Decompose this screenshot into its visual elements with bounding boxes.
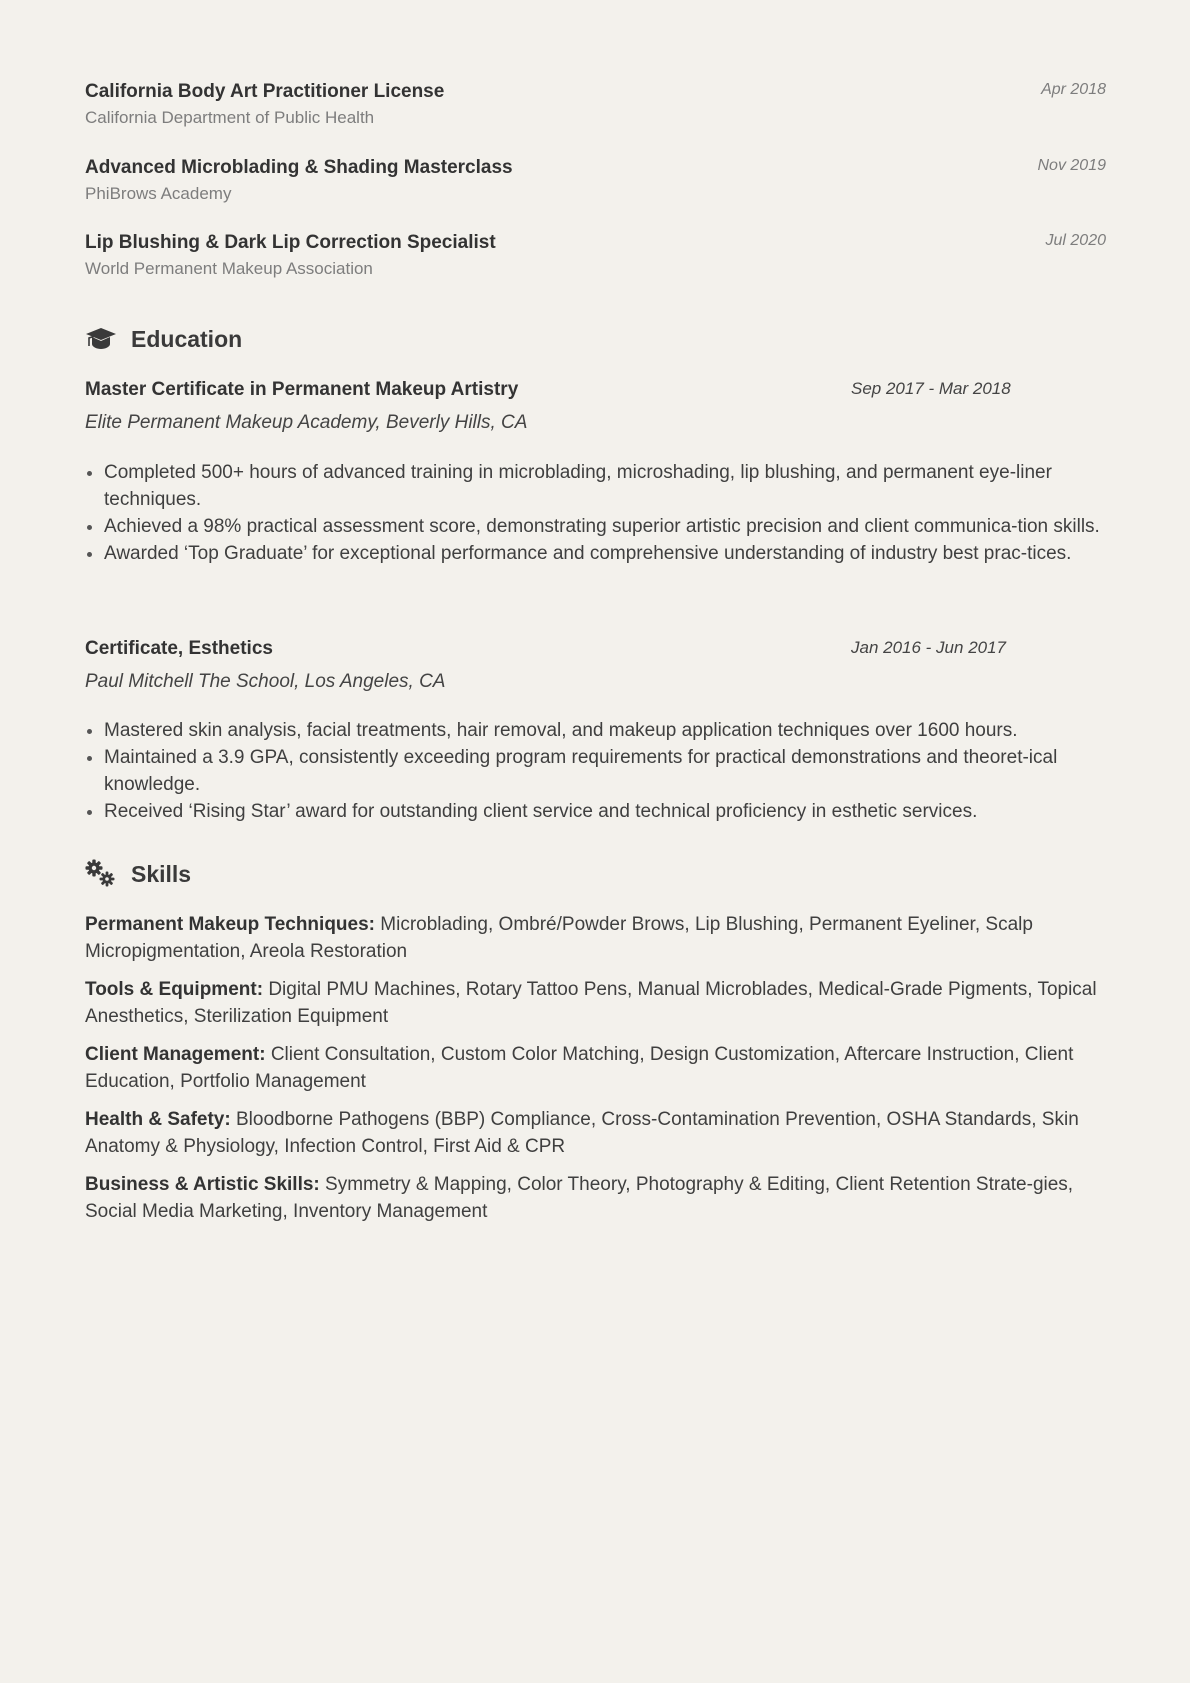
- section-title: Skills: [131, 861, 192, 887]
- education-dates: Sep 2017 - Mar 2018: [851, 379, 1011, 398]
- skill-value: Client Consultation, Custom Color Matching, Design Customization, Aftercare Instruction, Client Education, Portfolio Management: [85, 1044, 1074, 1092]
- education-bullet: Completed 500+ hours of advanced training in microblading, microshading, lip blushing, and permanent eye-liner techniques.: [85, 459, 1106, 513]
- education-degree: Certificate, Esthetics: [85, 638, 273, 659]
- education-bullet-list: [85, 459, 1106, 567]
- education-section-header: [85, 324, 485, 356]
- education-bullet: Awarded ‘Top Graduate’ for exceptional performance and comprehensive understanding of industry best prac-tices.: [85, 540, 1106, 567]
- education-bullet: Maintained a 3.9 GPA, consistently exceeding program requirements for practical demonstrations and theoret-ical knowledge.: [85, 744, 1106, 798]
- certification-issuer: PhiBrows Academy: [85, 184, 232, 203]
- skill-value: Microblading, Ombré/Powder Brows, Lip Blushing, Permanent Eyeliner, Scalp Micropigmentation, Areola Restoration: [85, 914, 1033, 962]
- skill-label: Client Management:: [85, 1044, 266, 1065]
- graduation-cap-icon: [85, 324, 117, 354]
- certification-date: Jul 2020: [1045, 232, 1106, 249]
- education-school: Paul Mitchell The School, Los Angeles, CA: [85, 671, 446, 692]
- skill-label: Business & Artistic Skills:: [85, 1174, 320, 1195]
- skills-section-header: [85, 859, 485, 891]
- certification-date: Apr 2018: [1041, 81, 1106, 98]
- skill-value: Digital PMU Machines, Rotary Tattoo Pens, Manual Microblades, Medical-Grade Pigments, Topical Anesthetics, Sterilization Equipment: [85, 979, 1097, 1027]
- skill-label: Tools & Equipment:: [85, 979, 264, 1000]
- section-title: Education: [131, 326, 243, 352]
- certification-title: California Body Art Practitioner License: [85, 81, 445, 102]
- skill-label: Health & Safety:: [85, 1109, 231, 1130]
- skill-item: [85, 911, 1106, 965]
- certification-issuer: California Department of Public Health: [85, 108, 375, 127]
- education-degree: Master Certificate in Permanent Makeup Artistry: [85, 379, 519, 400]
- certification-title: Advanced Microblading & Shading Masterclass: [85, 157, 513, 178]
- education-bullet: Achieved a 98% practical assessment score, demonstrating superior artistic precision and client communica-tion skills.: [85, 513, 1106, 540]
- skill-item: [85, 1041, 1106, 1095]
- education-dates: Jan 2016 - Jun 2017: [851, 638, 1007, 657]
- skill-item: [85, 1106, 1106, 1160]
- skill-value: Bloodborne Pathogens (BBP) Compliance, Cross-Contamination Prevention, OSHA Standards, Skin Anatomy & Physiology, Infection Control, First Aid & CPR: [85, 1109, 1079, 1157]
- certification-date: Nov 2019: [1037, 157, 1106, 174]
- skill-label: Permanent Makeup Techniques:: [85, 914, 375, 935]
- certification-title: Lip Blushing & Dark Lip Correction Specialist: [85, 232, 496, 253]
- skill-value: Symmetry & Mapping, Color Theory, Photography & Editing, Client Retention Strate-gies, Social Media Marketing, Inventory Management: [85, 1174, 1074, 1222]
- education-bullet-list: [85, 717, 1106, 825]
- education-bullet: Mastered skin analysis, facial treatments, hair removal, and makeup application techniques over 1600 hours.: [85, 717, 1106, 744]
- certification-issuer: World Permanent Makeup Association: [85, 259, 373, 278]
- skill-item: [85, 1171, 1106, 1225]
- gears-icon: [85, 859, 117, 889]
- education-bullet: Received ‘Rising Star’ award for outstanding client service and technical proficiency in esthetic services.: [85, 798, 1106, 825]
- education-school: Elite Permanent Makeup Academy, Beverly Hills, CA: [85, 412, 528, 433]
- skill-item: [85, 976, 1106, 1030]
